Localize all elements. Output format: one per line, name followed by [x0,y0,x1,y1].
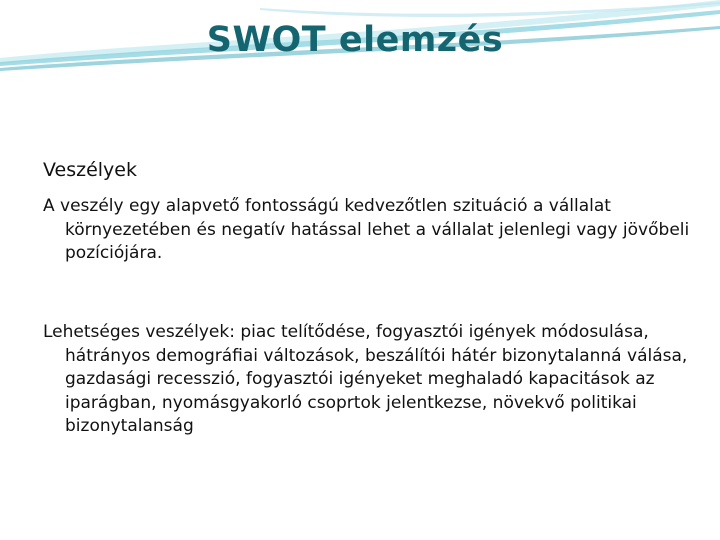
definition-paragraph: A veszély egy alapvető fontosságú kedvezőtlen szituáció a vállalat környezetében és negatív hatással lehet a vállalat jelenlegi vagy jövőbeli pozíciójára. [43,196,690,263]
slide-title: SWOT elemzés [206,20,504,60]
section-heading: Veszélyek [43,159,137,181]
decorative-swoosh [0,0,720,120]
examples-paragraph: Lehetséges veszélyek: piac telítődése, fogyasztói igények módosulása, hátrányos demográfiai változások, beszálítói hátér bizonytalanná válása, gazdasági recesszió, fogyasztói igényeket meghaladó kapacitások az iparágban, nyomásgyakorló csoprtok jelentkezse, növekvő politikai bizonytalanság [43,322,688,436]
